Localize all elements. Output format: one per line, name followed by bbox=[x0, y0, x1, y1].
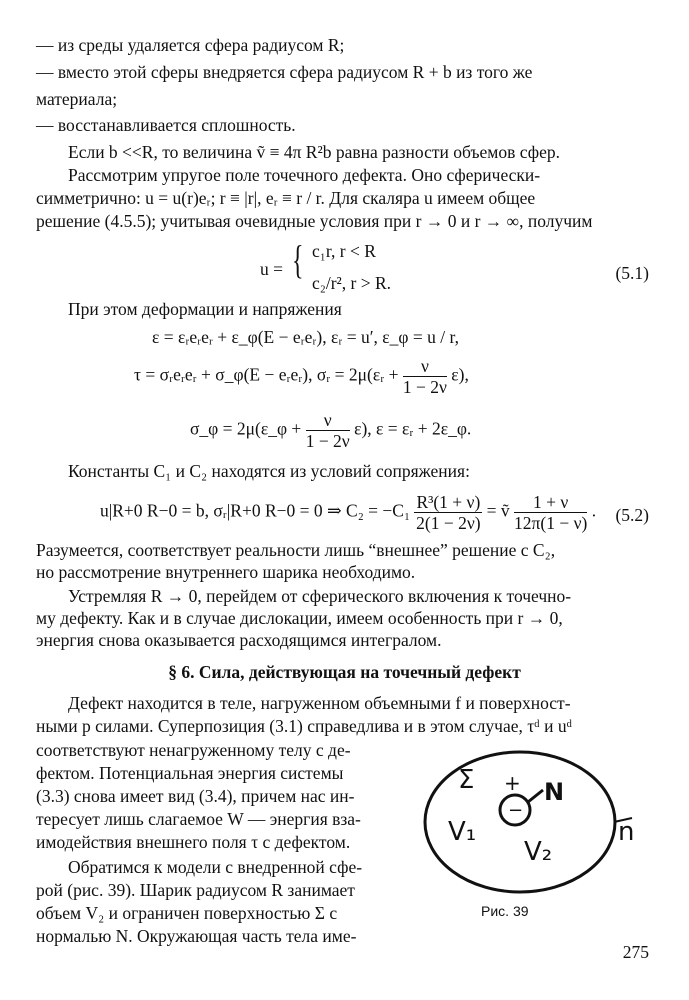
page-number: 275 bbox=[622, 942, 649, 962]
text-line: фектом. Потенциальная энергия системы bbox=[36, 763, 344, 783]
text-line: Обратимся к модели с внедренной сфе- bbox=[68, 857, 363, 877]
equation-strain: ε = εᵣeᵣeᵣ + ε_φ(E − eᵣeᵣ), εᵣ = u′, ε_φ = u / r, bbox=[152, 327, 459, 347]
text-line: Константы C₁ и C₂ находятся из условий сопряжения: bbox=[68, 461, 470, 481]
section-heading: § 6. Сила, действующая на точечный дефект bbox=[168, 662, 521, 682]
fraction bbox=[414, 492, 482, 533]
equation-stress-left: τ = σᵣeᵣeᵣ + σ_φ(E − eᵣeᵣ), σᵣ = 2μ(εᵣ + bbox=[134, 364, 399, 385]
text-line: соответствуют ненагруженному телу с де- bbox=[36, 740, 351, 760]
text-line: нормалью N. Окружающая часть тела име- bbox=[36, 926, 357, 946]
text-line: Разумеется, соответствует реальности лишь “внешнее” решение с C₂, bbox=[36, 540, 556, 560]
brace: { bbox=[292, 237, 304, 282]
text-line: имодействия внешнего поля τ с дефектом. bbox=[36, 832, 351, 852]
label-sigma: Σ bbox=[458, 765, 475, 795]
equation-number: (5.1) bbox=[615, 263, 649, 283]
equation-sigma-phi-right: ε), ε = εᵣ + 2ε_φ. bbox=[354, 418, 472, 439]
fraction-numerator: R³(1 + ν) bbox=[416, 492, 481, 512]
fraction-denominator: 1 − 2ν bbox=[305, 431, 350, 451]
label-V2: V₂ bbox=[524, 837, 553, 867]
figure-39 bbox=[418, 742, 658, 898]
text-line: му дефекту. Как и в случае дислокации, имеем особенность при r → 0, bbox=[36, 608, 563, 628]
text-line: тересует лишь слагаемое W — энергия вза- bbox=[36, 809, 361, 829]
fraction bbox=[403, 356, 447, 397]
text-line: ными p силами. Суперпозиция (3.1) справедлива и в этом случае, τᵈ и uᵈ bbox=[36, 716, 573, 736]
text-line: симметрично: u = u(r)eᵣ; r ≡ |r|, eᵣ ≡ r / r. Для скаляра u имеем общее bbox=[36, 188, 536, 208]
text-line: энергия снова оказывается расходящимся интегралом. bbox=[36, 630, 442, 650]
equation-5-2 bbox=[100, 492, 596, 533]
text-line: Дефект находится в теле, нагруженном объемными f и поверхност- bbox=[68, 693, 571, 713]
text-line: рой (рис. 39). Шарик радиусом R занимает bbox=[36, 880, 355, 900]
label-n: n bbox=[618, 817, 635, 847]
fraction-denominator: 2(1 − 2ν) bbox=[416, 513, 481, 533]
text-line: (3.3) снова имеет вид (3.4), причем нас ин- bbox=[36, 786, 355, 806]
label-minus: − bbox=[508, 800, 524, 821]
equation-stress bbox=[134, 356, 469, 397]
fraction bbox=[514, 492, 587, 533]
equation-5-2-mid: = ṽ bbox=[486, 500, 510, 521]
text-line: но рассмотрение внутреннего шарика необходимо. bbox=[36, 562, 416, 582]
equation-5-1-case1: c₁r, r < R bbox=[312, 241, 376, 261]
text-line: — вместо этой сферы внедряется сфера радиусом R + b из того же bbox=[36, 62, 533, 82]
equation-5-2-end: . bbox=[591, 500, 597, 521]
text-line: Рассмотрим упругое поле точечного дефекта. Оно сферически- bbox=[68, 165, 541, 185]
normal-arrow bbox=[528, 790, 543, 802]
equation-sigma-phi-left: σ_φ = 2μ(ε_φ + bbox=[190, 418, 302, 439]
equation-sigma-phi bbox=[190, 410, 471, 451]
figure-caption: Рис. 39 bbox=[481, 903, 529, 919]
label-plus: + bbox=[504, 771, 521, 795]
text-line: материала; bbox=[36, 89, 118, 109]
label-N: N bbox=[544, 778, 565, 806]
text-line: — восстанавливается сплошность. bbox=[36, 115, 296, 135]
text-line: — из среды удаляется сфера радиусом R; bbox=[36, 35, 345, 55]
equation-number: (5.2) bbox=[615, 505, 649, 525]
text-line: Если b <<R, то величина ṽ ≡ 4π R²b равна разности объемов сфер. bbox=[68, 142, 560, 162]
fraction-numerator: ν bbox=[403, 356, 447, 377]
fraction-denominator: 12π(1 − ν) bbox=[514, 513, 588, 533]
equation-5-1-lhs: u = bbox=[260, 259, 283, 279]
text-line: объем V₂ и ограничен поверхностью Σ с bbox=[36, 903, 338, 923]
text-line: решение (4.5.5); учитывая очевидные условия при r → 0 и r → ∞, получим bbox=[36, 211, 593, 231]
equation-stress-right: ε), bbox=[451, 364, 469, 385]
equation-5-2-left: u|R+0 R−0 = b, σᵣ|R+0 R−0 = 0 ⇒ C₂ = −C₁ bbox=[100, 500, 411, 521]
fraction-denominator: 1 − 2ν bbox=[402, 377, 447, 397]
fraction bbox=[306, 410, 350, 451]
equation-5-1-case2: c₂/r², r > R. bbox=[312, 273, 392, 293]
text-line: При этом деформации и напряжения bbox=[68, 299, 342, 319]
label-V1: V₁ bbox=[448, 817, 477, 847]
text-line: Устремляя R → 0, перейдем от сферического включения к точечно- bbox=[68, 586, 572, 606]
fraction-numerator: ν bbox=[306, 410, 350, 431]
fraction-numerator: 1 + ν bbox=[514, 492, 587, 513]
